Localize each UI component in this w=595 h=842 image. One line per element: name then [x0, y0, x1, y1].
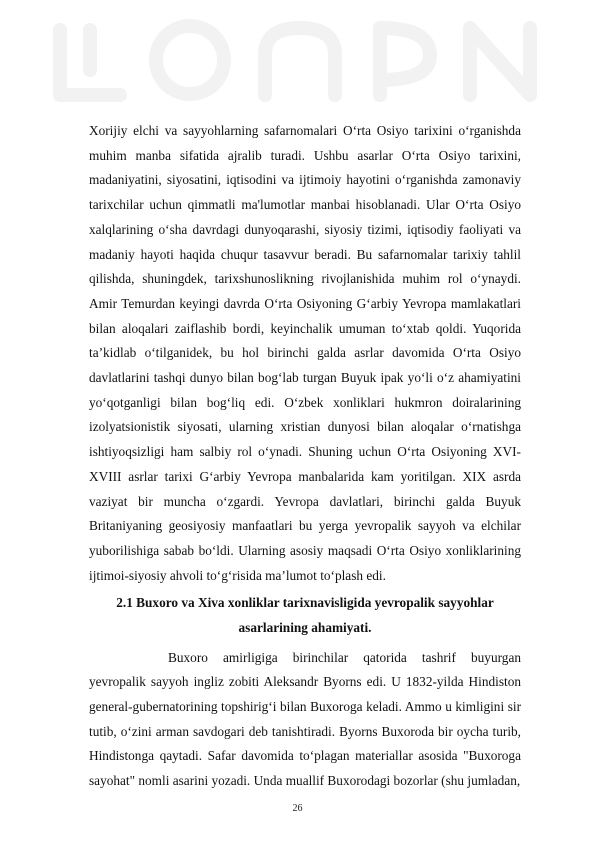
body-paragraph-1: Xorijiy elchi va sayyohlarning safarnomalari O‘rta Osiyo tarixini o‘rganishda muhim manba sifatida ajralib turadi. Ushbu asarlar O‘rta Osiyo tarixini, madaniyatini, siyosatini, iqtisodini va ijtimoiy hayotini o‘rganishda zamonaviy tarixchilar uchun qimmatli ma'lumotlar manbai hisoblanadi. Ular O‘rta Osiyo xalqlarining o‘sha davrdagi dunyoqarashi, siyosiy tizimi, iqtisodiy faoliyati va madaniy hayoti haqida chuqur tasavvur beradi. Bu safarnomalar tarixiy tahlil qilishda, shuningdek, tarixshunoslikning rivojlanishida muhim rol o‘ynaydi. Amir Temurdan keyingi davrda O‘rta Osiyoning G‘arbiy Yevropa mamlakatlari bilan aloqalari zaiflashib bordi, keyinchalik umuman to‘xtab qoldi. Yuqorida ta’kidlab o‘tilganidek, bu hol birinchi galda asrlar davomida O‘rta Osiyo davlatlarini tashqi dunyo bilan bog‘lab turgan Buyuk ipak yo‘li o‘z ahamiyatini yo‘qotganligi bilan bog‘liq edi. O‘zbek xonliklari hukmron doiralarining izolyatsionistik siyosati, ularning xristian dunyosi bilan aloqalar o‘rnatishga ishtiyoqsizligi ham salbiy rol o‘ynadi. Shuning uchun O‘rta Osiyoning XVI-XVIII asrlar tarixi G‘arbiy Yevropa manbalarida kam yoritilgan. XIX asrda vaziyat bir muncha o‘zgardi. Yevropa davlatlari, birinchi galda Buyuk Britaniyaning geosiyosiy manfaatlari bu yerga yevropalik sayyoh va elchilar yuborilishiga sabab bo‘ldi. Ularning asosiy maqsadi O‘rta Osiyo xonliklarining ijtimoi-siyosiy ahvoli to‘g‘risida ma’lumot to‘plash edi. — [89, 123, 521, 583]
body-paragraph-2: Buxoro amirligiga birinchilar qatorida tashrif buyurgan yevropalik sayyoh ingliz zobiti Aleksandr Byorns edi. U 1832-yilda Hindiston general-gubernatorining topshirig‘i bilan Buxoroga keladi. Ammo u kimligini sir tutib, o‘zini arman savdogari deb tanishtiradi. Byorns Buxoroda bir oycha turib, Hindistonga qaytadi. Safar davomida to‘plagan materiallar asosida "Buxoroga sayohat" nomli asarini yozadi. Unda muallif Buxorodagi bozorlar (shu jumladan, — [89, 649, 521, 789]
section-heading: 2.1 Buxoro va Xiva xonliklar tarixnavisligida yevropalik sayyohlar asarlarining ahamiyati. — [116, 595, 494, 635]
page-body — [89, 119, 521, 794]
page-number: 26 — [292, 803, 303, 814]
